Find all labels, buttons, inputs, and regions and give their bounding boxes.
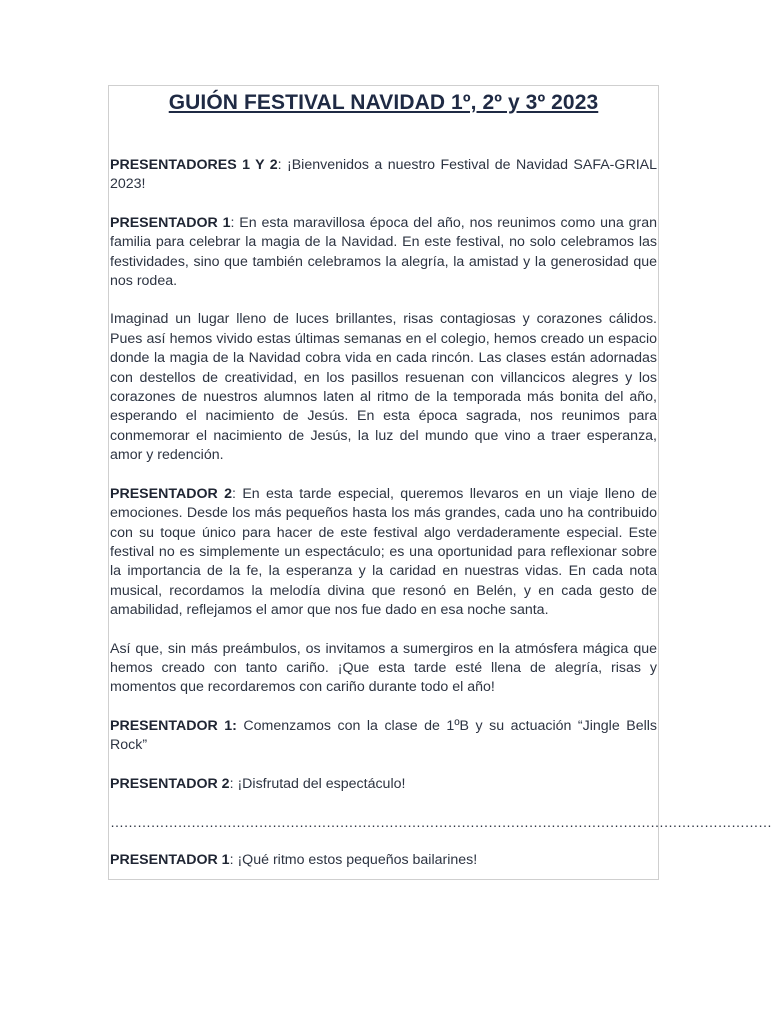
paragraph-enjoy — [110, 775, 657, 794]
paragraph-presenter1-intro — [110, 214, 657, 292]
speaker-label: PRESENTADOR 1: — [110, 717, 237, 734]
dotted-separator: ………………………………………………………………………………………………………………………………… — [110, 813, 772, 830]
paragraph-text: ¡Qué ritmo estos pequeños bailarines! — [233, 851, 478, 868]
paragraph-asi-que — [110, 640, 657, 698]
paragraph-text: ¡Disfrutad del espectáculo! — [233, 775, 406, 792]
speaker-label: PRESENTADORES 1 Y 2 — [110, 157, 278, 173]
speaker-separator: : — [277, 157, 282, 173]
document-title: GUIÓN FESTIVAL NAVIDAD 1º, 2º y 3º 2023 — [168, 91, 599, 114]
speaker-separator: : — [229, 851, 234, 868]
paragraph-imaginad — [110, 310, 657, 465]
paragraph-welcome — [110, 156, 657, 195]
paragraph-presenter2-intro — [110, 485, 657, 621]
paragraph-text: ¡Bienvenidos a nuestro Festival de Navidad SAFA-GRIAL 2023! — [110, 157, 657, 193]
speaker-separator: : — [232, 485, 236, 502]
document-page — [108, 85, 772, 880]
speaker-label: PRESENTADOR 1 — [110, 214, 231, 231]
paragraph-text: En esta maravillosa época del año, nos reunimos como una gran familia para celebrar la magia de la Navidad. En este festival, no solo celebramos las festividades, sino que también celebramos la alegría, la amistad y la generosidad que nos rodea. — [110, 214, 657, 290]
paragraph-first-act — [110, 717, 657, 756]
speaker-label: PRESENTADOR 2 — [110, 775, 230, 792]
speaker-separator: : — [229, 775, 234, 792]
speaker-separator: : — [230, 214, 235, 231]
paragraph-text: Comenzamos con la clase de 1ºB y su actuación “Jingle Bells Rock” — [110, 717, 657, 754]
paragraph-last — [110, 851, 657, 870]
paragraph-text: Así que, sin más preámbulos, os invitamos a sumergiros en la atmósfera mágica que hemos creado con tanto cariño. ¡Que esta tarde esté llena de alegría, risas y momentos que recordaremos con cariño durante todo el año! — [110, 640, 657, 696]
speaker-label: PRESENTADOR 2 — [110, 485, 232, 502]
speaker-label: PRESENTADOR 1 — [110, 851, 230, 868]
paragraph-text: Imaginad un lugar lleno de luces brillantes, risas contagiosas y corazones cálidos. Pues así hemos vivido estas últimas semanas en el colegio, hemos creado un espacio donde la magia de la Navidad cobra vida en cada rincón. Las clases están adornadas con destellos de creatividad, en los pasillos resuenan con villancicos alegres y los corazones de nuestros alumnos laten al ritmo de la temporada más bonita del año, esperando el nacimiento de Jesús. En esta época sagrada, nos reunimos para conmemorar el nacimiento de Jesús, la luz del mundo que vino a traer esperanza, amor y redención. — [110, 311, 657, 464]
paragraph-text: En esta tarde especial, queremos llevaros en un viaje lleno de emociones. Desde los más pequeños hasta los más grandes, cada uno ha contribuido con su toque único para hacer de este festival algo verdaderamente especial. Este festival no es simplemente un espectáculo; es una oportunidad para reflexionar sobre la importancia de la fe, la esperanza y la caridad en nuestras vidas. En cada nota musical, recordamos la melodía divina que resonó en Belén, y en cada gesto de amabilidad, reflejamos el amor que nos fue dado en esa noche santa. — [110, 485, 657, 619]
